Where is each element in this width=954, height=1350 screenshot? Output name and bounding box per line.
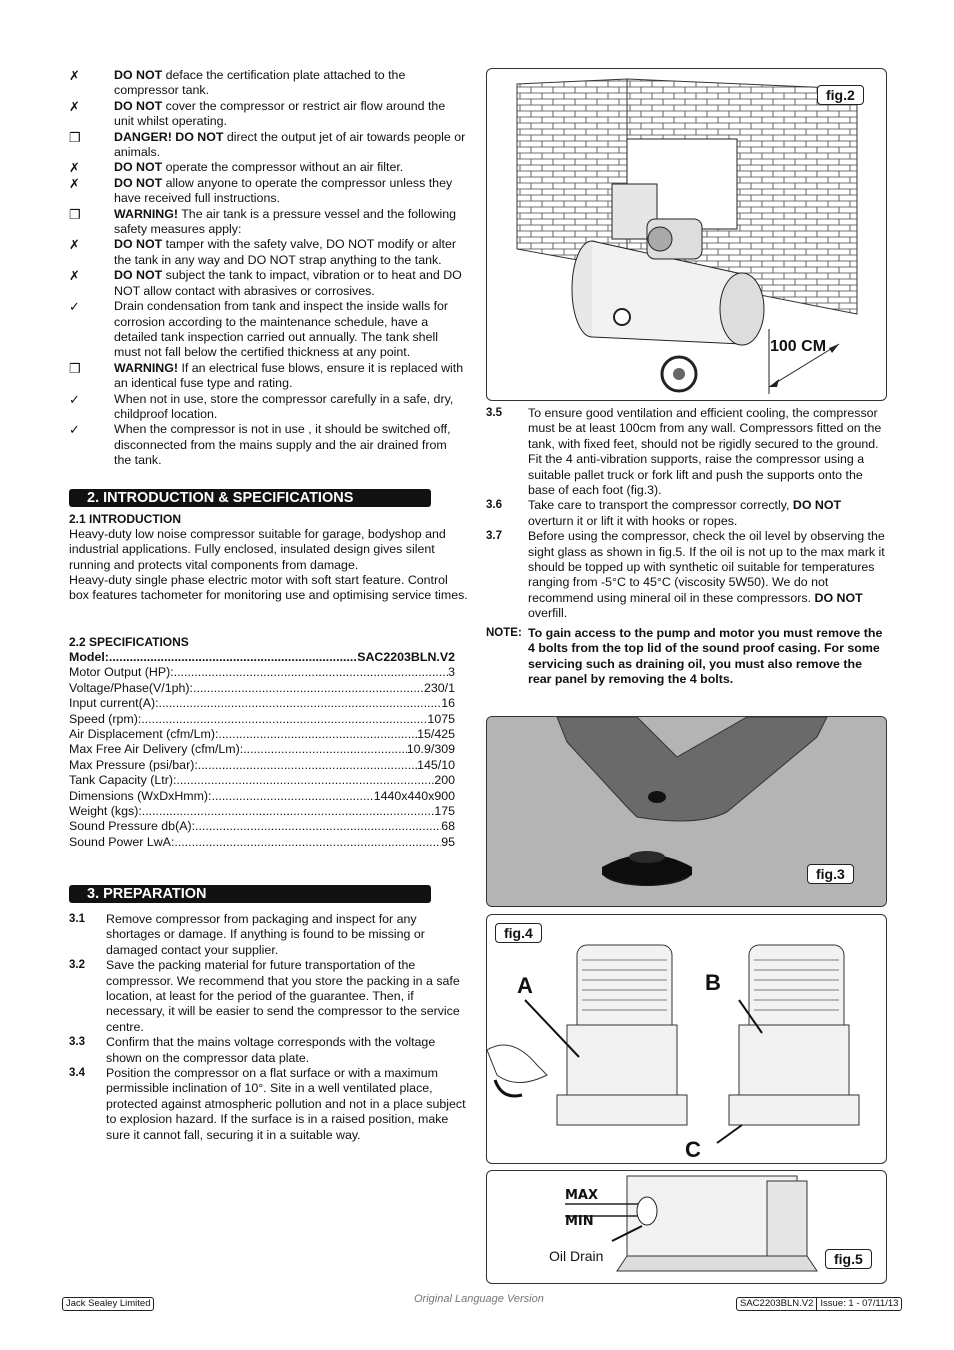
fig3-label: fig.3 — [807, 864, 854, 884]
spec-row: Motor Output (HP): ..... 3 — [69, 665, 455, 680]
fig4-marker-b: B — [705, 970, 721, 995]
figure-5 — [486, 1170, 887, 1284]
list-item: 3.5 To ensure good ventilation and efficient cooling, the compressor must be at least 100cm from any wall. Compressors fitted on the tank, with fixed feet, should not be rigidly secured to the ground. Fit the 4 anti-vibration supports, raise the compressor using a suitable pallet truck or fork lift and push the supports onto the base of each foot (fig.3). — [486, 406, 882, 498]
preparation-list — [69, 912, 466, 1143]
spec-row: Input current(A): ..... 16 — [69, 696, 455, 711]
list-item: 3.7 Before using the compressor, check the oil level by observing the sight glass as shown in fig.5. If the oil is not up to the max mark it should be topped up with synthetic oil suitable for temperatures ranging from -5°C to 45°C (viscosity 5W50). We do not recommend using mineral oil in these compressors. DO NOT overfill. — [486, 529, 885, 621]
spec-row: Max Pressure (psi/bar): ..... 145/10 — [69, 758, 455, 773]
spec-heading: 2.2 SPECIFICATIONS — [69, 635, 189, 649]
fig5-label: fig.5 — [825, 1249, 872, 1269]
intro-heading: 2.1 INTRODUCTION — [69, 512, 182, 526]
footer-company: Jack Sealey Limited — [62, 1297, 154, 1311]
fig4-label: fig.4 — [495, 923, 542, 943]
spec-row: Air Displacement (cfm/Lm): ..... 15/425 — [69, 727, 455, 742]
fig2-label: fig.2 — [817, 85, 864, 105]
spec-row: Speed (rpm): ..... 1075 — [69, 712, 455, 727]
note: NOTE: To gain access to the pump and motor you must remove the 4 bolts from the top lid of the sound proof casing. For some servicing such as draining oil, you must also remove the rear panel by removing the 4 bolts. — [486, 625, 883, 686]
list-item: 3.3 Confirm that the mains voltage corresponds with the voltage shown on the compressor data plate. — [69, 1035, 436, 1065]
figure-2 — [486, 68, 887, 401]
safety-item: ✗ DO NOT subject the tank to impact, vibration or to heat and DO NOT allow contact with abrasives or corrosives. — [69, 268, 462, 298]
safety-list — [69, 68, 466, 469]
safety-item: ✗ DO NOT operate the compressor without an air filter. — [69, 160, 404, 176]
spec-row: Voltage/Phase(V/1ph): ..... 230/1 — [69, 681, 455, 696]
spec-row-model: Model: ..... SAC2203BLN.V2 — [69, 650, 455, 665]
safety-item: ✓ When the compressor is not in use , it should be switched off, disconnected from the mains supply and the air drained from the tank. — [69, 422, 451, 468]
list-item: 3.2 Save the packing material for future transportation of the compressor. We recommend that you store the packing in a safe location, at least for the period of the guarantee. Then, if necessary, it will be easier to send the compressor to the service centre. — [69, 958, 460, 1034]
safety-item: ✗ DO NOT tamper with the safety valve, DO NOT modify or alter the tank in any way and DO NOT strap anything to the tank. — [69, 237, 456, 267]
safety-item: ❒ WARNING! If an electrical fuse blows, ensure it is replaced with an identical fuse type and rating. — [69, 360, 464, 391]
spec-row: Sound Pressure db(A): ..... 68 — [69, 819, 455, 834]
safety-item: ✗ DO NOT allow anyone to operate the compressor unless they have received full instructions. — [69, 175, 453, 206]
spec-row: Max Free Air Delivery (cfm/Lm): ..... 10.9/309 — [69, 742, 455, 757]
list-item: 3.1 Remove compressor from packaging and inspect for any shortages or damage. If anything is found to be missing or damaged contact your supplier. — [69, 912, 425, 957]
footer-model: SAC2203BLN.V2 — [736, 1297, 817, 1311]
footer-issue: Issue: 1 - 07/11/13 — [817, 1297, 902, 1311]
distance-label: 100 CM — [770, 338, 827, 355]
pump-oil-fill-illustration — [487, 915, 886, 1163]
spec-table — [69, 650, 455, 850]
safety-item: ❒ DANGER! DO NOT direct the output jet of air towards people or animals. — [69, 129, 466, 160]
section-2-heading: 2. INTRODUCTION & SPECIFICATIONS — [69, 489, 431, 507]
preparation-list-continued — [486, 406, 886, 687]
footer-model-issue — [736, 1297, 902, 1311]
fig4-marker-c: C — [685, 1137, 701, 1162]
safety-item: ✓ Drain condensation from tank and inspect the inside walls for corrosion according to the maintenance schedule, have a detailed tank inspection carried out annually. The tank shell must not fall below the certified thickness at any point. — [69, 299, 449, 360]
safety-item: ✓ When not in use, store the compressor carefully in a safe, dry, childproof location. — [69, 391, 454, 421]
list-item: 3.4 Position the compressor on a flat surface or with a maximum permissible inclination of 10°. Site in a well ventilated place, protected against atmospheric pollution and not in a place subject to explosion hazard. If the surface is in a raised position, make sure it cannot fall, securing it in a suitable way. — [69, 1066, 466, 1142]
safety-item: ❒ WARNING! The air tank is a pressure vessel and the following safety measures apply: — [69, 206, 457, 237]
max-mark: MAX — [565, 1188, 599, 1203]
compressor-wall-illustration — [487, 69, 886, 400]
figure-4 — [486, 914, 887, 1164]
fig4-marker-a: A — [517, 973, 533, 998]
min-mark: MIN — [565, 1214, 594, 1229]
spec-row: Tank Capacity (Ltr): ..... 200 — [69, 773, 455, 788]
safety-item: ✗ DO NOT cover the compressor or restrict air flow around the unit whilst operating. — [69, 98, 446, 129]
intro-paragraph-2: Heavy-duty single phase electric motor with soft start feature. Control box features tachometer for monitoring use and optimising service times. — [69, 573, 468, 603]
figure-3 — [486, 716, 887, 907]
list-item: 3.6 Take care to transport the compressor correctly, DO NOT overturn it or lift it with hooks or ropes. — [486, 498, 842, 528]
spec-row: Sound Power LwA: ..... 95 — [69, 835, 455, 850]
safety-item: ✗ DO NOT deface the certification plate attached to the compressor tank. — [69, 68, 406, 98]
spec-row: Weight (kgs): ..... 175 — [69, 804, 455, 819]
intro-paragraph-1: Heavy-duty low noise compressor suitable for garage, bodyshop and industrial applications. Fully enclosed, insulated design gives silent running and protects vital components from damage. — [69, 527, 446, 572]
footer-language: Original Language Version — [414, 1293, 544, 1305]
spec-row: Dimensions (WxDxHmm): ..... 1440x440x900 — [69, 789, 455, 804]
section-3-heading: 3. PREPARATION — [69, 885, 431, 903]
oil-drain-label: Oil Drain — [549, 1248, 604, 1264]
